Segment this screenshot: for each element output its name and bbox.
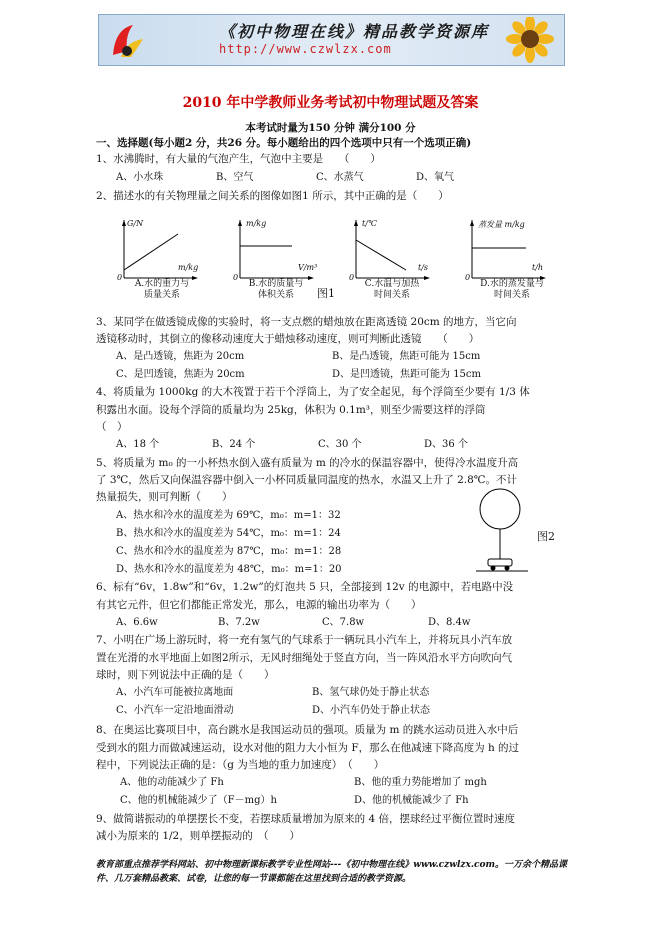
question-7-line-1: 7、小明在广场上游玩时，将一充有氢气的气球系于一辆玩具小汽车上，并将玩具小汽车放 [96,634,513,646]
header-banner [98,14,565,66]
q6-option-c: C、7.8w [322,617,365,628]
q3-option-b: B、是凸透镜，焦距可能为 15cm [332,351,481,362]
q7-option-a: A、小汽车可能被拉离地面 [116,687,234,698]
question-2: 2、描述水的有关物理量之间关系的图像如图1 所示，其中正确的是（ ） [96,190,449,202]
question-4-line-3: （ ） [96,421,128,433]
q1-option-b: B、空气 [216,172,254,183]
q4-option-a: A、18 个 [116,439,160,450]
question-7-line-3: 球时，则下列说法中正确的是（ ） [96,669,275,681]
q5-option-b: B、热水和冷水的温度差为 54℃，m₀：m=1：24 [116,528,341,539]
q1-option-d: D、氧气 [416,172,455,183]
q3-option-d: D、是凹透镜，焦距可能为 15cm [332,369,482,380]
question-1: 1、水沸腾时，有大量的气泡产生，气泡中主要是 （ ） [96,153,381,165]
graph-c-xlabel: t/s [418,263,429,272]
question-3-line-2: 透镜移动时，其倒立的像移动速度大于蜡烛移动速度，则可判断此透镜 （ ） [96,333,480,345]
graph-c-ylabel: t/℃ [362,219,377,228]
balloon-car-figure [472,487,532,577]
question-3-line-1: 3、某同学在做透镜成像的实验时，将一支点燃的蜡烛放在距离透镜 20cm 的地方，当它向 [96,316,517,328]
q8-option-a: A、他的动能减少了 Fh [120,777,224,788]
graph-a-caption: A.水的重力与 质量关系 [134,279,190,300]
page-footer: 教育部重点推荐学科网站、初中物理新课标教学专业性网站---《初中物理在线》www.czwlzx.com。一万余个精品课件、几万套精品教案、试卷，让您的每一节课都能在这里找到合适的教学资源。 [96,860,568,884]
section-heading: 一、选择题(每小题2 分，共26 分。每小题给出的四个选项中只有一个选项正确) [96,137,472,149]
question-8-line-1: 8、在奥运比赛项目中，高台跳水是我国运动员的强项。质量为 m 的跳水运动员进入水中后 [96,724,519,736]
q5-option-a: A、热水和冷水的温度差为 69℃，m₀：m=1：32 [116,510,341,521]
graph-c-origin: 0 [349,273,355,282]
q5-option-d: D、热水和冷水的温度差为 48℃，m₀：m=1：20 [116,564,342,575]
graph-a-xlabel: m/kg [178,263,199,272]
q4-option-d: D、36 个 [424,439,468,450]
banner-title: 《初中物理在线》精品教学资源库 [219,22,490,41]
graph-d-origin: 0 [465,273,471,282]
q4-option-c: C、30 个 [318,439,362,450]
q1-option-c: C、水蒸气 [316,172,364,183]
question-5-line-3: 热量损失，则可判断（ ） [96,491,233,503]
q5-option-c: C、热水和冷水的温度差为 87℃，m₀：m=1：28 [116,546,342,557]
q6-option-b: B、7.2w [218,617,260,628]
question-9-line-2: 减小为原来的 1/2，则单摆振动的 （ ） [96,830,300,842]
question-5-line-1: 5、将质量为 m₀ 的一小杯热水倒入盛有质量为 m 的冷水的保温容器中，使得冷水温度升高 [96,457,519,469]
q8-option-b: B、他的重力势能增加了 mgh [354,777,487,788]
graph-d-caption: D.水的蒸发量与 时间关系 [480,279,544,300]
question-6-line-1: 6、标有“6v，1.8w”和“6v，1.2w”的灯泡共 5 只，全部接到 12v 的电源中，若电路中没 [96,581,514,593]
question-9-line-1: 9、做简谐振动的单摆摆长不变，若摆球质量增加为原来的 4 倍，摆球经过平衡位置时速度 [96,813,516,825]
question-8-line-3: 程中，下列说法正确的是：（g 为当地的重力加速度） （ ） [96,759,385,771]
graph-a-ylabel: G/N [127,219,144,228]
q3-option-c: C、是凹透镜，焦距为 20cm [116,369,245,380]
graph-b-xlabel: V/m³ [298,263,318,272]
document-title: 2010 年中学教师业务考试初中物理试题及答案 [182,95,479,111]
question-4-line-2: 积露出水面。设每个浮筒的质量均为 25kg，体积为 0.1m³，则至少需要这样的浮筒 [96,404,486,416]
sunflower-icon [498,17,558,63]
graph-b-origin: 0 [233,273,239,282]
q1-option-a: A、小水珠 [116,172,164,183]
graph-d-xlabel: t/h [532,263,544,272]
graph-b-ylabel: m/kg [246,219,267,228]
q6-option-a: A、6.6w [116,617,158,628]
exam-info: 本考试时量为150 分钟 满分100 分 [245,122,416,134]
question-6-line-2: 有其它元件，但它们都能正常发光，那么，电源的输出功率为（ ） [96,599,422,611]
graph-a-origin: 0 [117,273,123,282]
banner-url[interactable]: http://www.czwlzx.com [219,42,392,56]
graph-b-caption: B.水的质量与 体积关系 [248,279,304,300]
q3-option-a: A、是凸透镜，焦距为 20cm [116,351,245,362]
question-7-line-2: 置在光滑的水平地面上如图2所示，无风时细绳处于竖直方向，当一阵风沿水平方向吹向气 [96,652,513,664]
q7-option-b: B、氢气球仍处于静止状态 [312,687,430,698]
q6-option-d: D、8.4w [428,617,471,628]
figure-1-label: 图1 [317,287,335,300]
figure-2-label: 图2 [537,530,555,543]
q8-option-c: C、他的机械能减少了（F－mg）h [120,795,277,806]
q7-option-c: C、小汽车一定沿地面滑动 [116,705,234,716]
question-5-line-2: 了 3℃，然后又向保温容器中倒入一小杯同质量同温度的热水，水温又上升了 2.8℃。不计 [96,474,518,486]
q4-option-b: B、24 个 [212,439,256,450]
graph-d-ylabel: 蒸发量 m/kg [478,220,525,229]
q7-option-d: D、小汽车仍处于静止状态 [312,705,431,716]
site-logo-icon [107,21,147,59]
question-8-line-2: 受到水的阻力而做减速运动，设水对他的阻力大小恒为 F，那么在他减速下降高度为 h 的过 [96,742,520,754]
q8-option-d: D、他的机械能减少了 Fh [354,795,469,806]
graph-c-caption: C.水温与加热 时间关系 [364,279,420,300]
question-4-line-1: 4、将质量为 1000kg 的大木筏置于若干个浮筒上，为了安全起见，每个浮筒至少要有 1/3 体 [96,386,530,398]
